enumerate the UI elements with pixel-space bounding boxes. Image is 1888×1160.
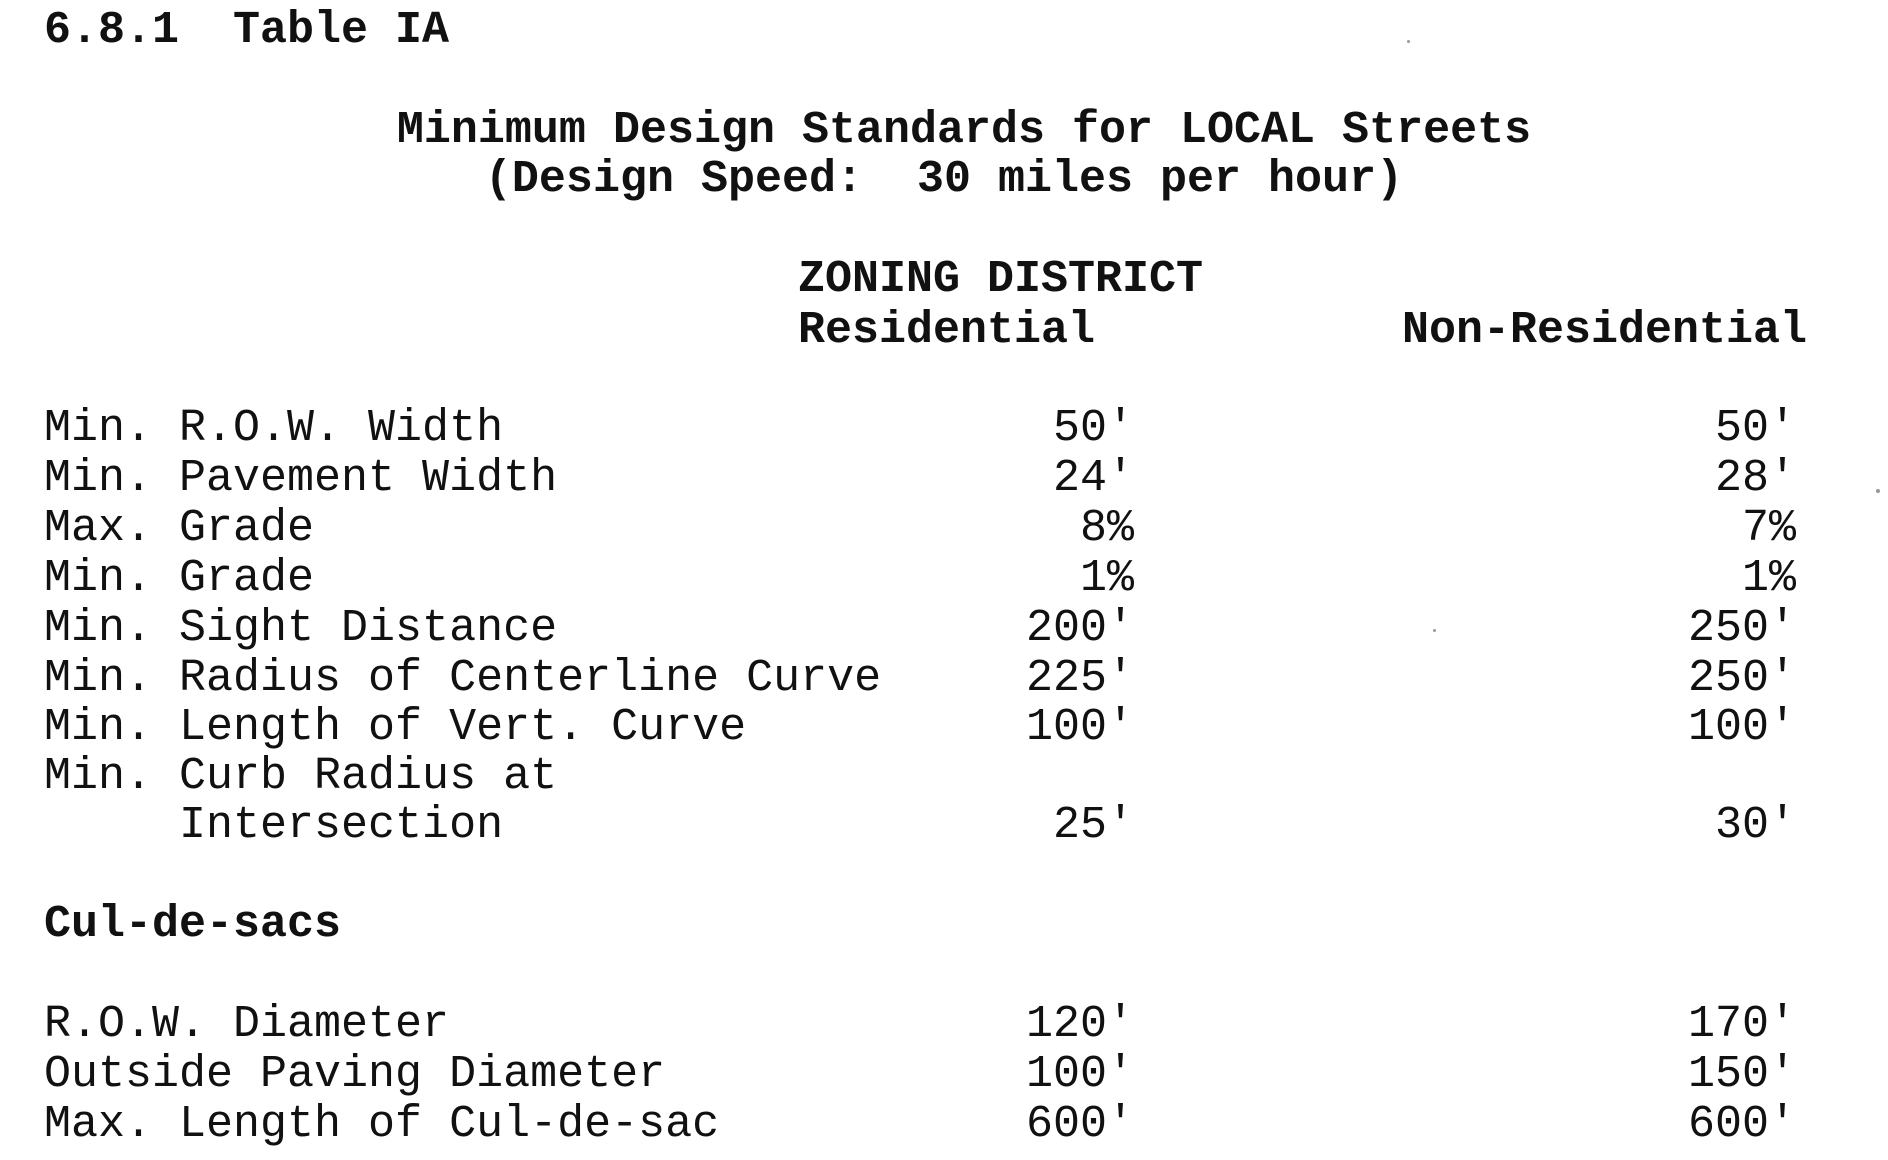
non-residential-value: 1% (1741, 553, 1796, 604)
table-heading-line1: Minimum Design Standards for LOCAL Streets (396, 105, 1532, 156)
non-residential-value: 250′ (1687, 653, 1796, 704)
row-label: Min. Sight Distance (44, 603, 558, 654)
row-label: Min. R.O.W. Width (44, 403, 504, 454)
row-label: Max. Length of Cul-de-sac (44, 1099, 720, 1150)
row-label: Min. Radius of Centerline Curve (44, 653, 882, 704)
residential-value: 100′ (1025, 702, 1134, 753)
row-label: Min. Grade (44, 553, 315, 604)
non-residential-value: 600′ (1687, 1099, 1796, 1150)
residential-value: 8% (1079, 503, 1134, 554)
table-heading-line2: (Design Speed: 30 miles per hour) (484, 154, 1404, 205)
non-residential-value: 150′ (1687, 1049, 1796, 1100)
non-residential-value: 28′ (1714, 453, 1796, 504)
scan-speck (1433, 629, 1436, 632)
non-residential-value: 250′ (1687, 603, 1796, 654)
column-header-residential: Residential (798, 305, 1096, 356)
residential-value: 225′ (1025, 653, 1134, 704)
zoning-district-header: ZONING DISTRICT (798, 254, 1204, 305)
residential-value: 1% (1079, 553, 1134, 604)
row-label: Min. Curb Radius at (44, 751, 558, 802)
non-residential-value: 50′ (1714, 403, 1796, 454)
non-residential-value: 30′ (1714, 800, 1796, 851)
row-label: Intersection (44, 800, 504, 851)
residential-value: 120′ (1025, 999, 1134, 1050)
non-residential-value: 7% (1741, 503, 1796, 554)
row-label: R.O.W. Diameter (44, 999, 450, 1050)
column-header-non-residential: Non-Residential (1402, 305, 1808, 356)
scan-speck (1407, 40, 1410, 43)
residential-value: 600′ (1025, 1099, 1134, 1150)
non-residential-value: 170′ (1687, 999, 1796, 1050)
residential-value: 25′ (1052, 800, 1134, 851)
residential-value: 24′ (1052, 453, 1134, 504)
residential-value: 100′ (1025, 1049, 1134, 1100)
row-label: Min. Pavement Width (44, 453, 558, 504)
residential-value: 200′ (1025, 603, 1134, 654)
non-residential-value: 100′ (1687, 702, 1796, 753)
row-label: Max. Grade (44, 503, 315, 554)
section-title: 6.8.1 Table IA (44, 5, 450, 56)
scan-speck (1876, 489, 1880, 493)
row-label: Min. Length of Vert. Curve (44, 702, 747, 753)
culdesac-section-title: Cul-de-sacs (44, 899, 342, 950)
row-label: Outside Paving Diameter (44, 1049, 666, 1100)
residential-value: 50′ (1052, 403, 1134, 454)
